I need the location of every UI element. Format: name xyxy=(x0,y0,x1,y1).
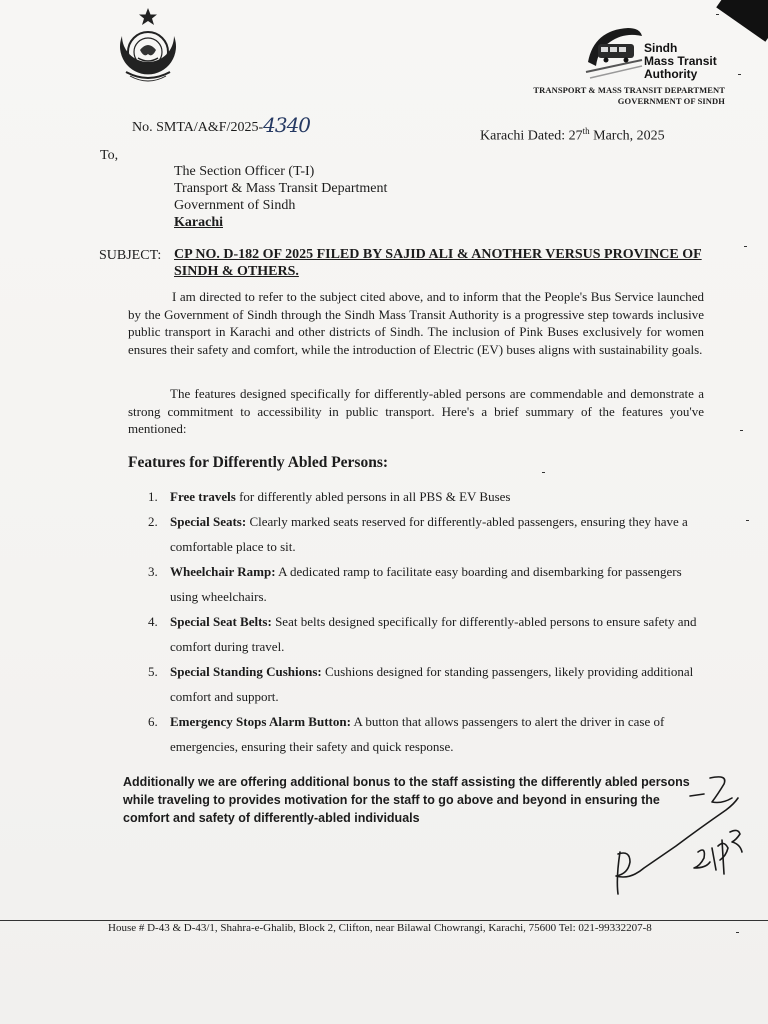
feature-title: Special Standing Cushions: xyxy=(170,664,322,679)
date-rest: March, 2025 xyxy=(589,128,665,144)
body-paragraph-1: I am directed to refer to the subject cited above, and to inform that the People's Bus Service launched by the Government of Sindh through the Sindh Mass Transit Authority is a progressive step towards inclusive public transport in Karachi and other districts of Sindh. The inclusion of Pink Buses exclusively for women ensures their safety and comfort, while the introduction of Electric (EV) buses aligns with sustainability goals. xyxy=(128,289,704,357)
feature-item xyxy=(140,484,712,509)
feature-number: 6. xyxy=(148,714,158,729)
letter-date xyxy=(480,126,665,145)
scan-speck xyxy=(716,14,719,15)
address-line: Government of Sindh xyxy=(174,198,296,213)
address-line: The Section Officer (T-I) xyxy=(174,164,315,179)
authority-name-line: Authority xyxy=(644,67,698,81)
feature-number: 5. xyxy=(148,664,158,679)
smta-bus-logo xyxy=(584,22,644,82)
feature-text: A button that allows passengers to alert the driver in case of emergencies, ensuring their safety and quick response. xyxy=(170,714,665,754)
subject-label: SUBJECT: xyxy=(99,248,162,263)
feature-title: Free travels xyxy=(170,489,236,504)
feature-text: Seat belts designed specifically for differently-abled persons to ensure safety and comfort during travel. xyxy=(170,614,697,654)
government-name: GOVERNMENT OF SINDH xyxy=(617,96,725,106)
feature-item xyxy=(140,559,712,609)
feature-text: A dedicated ramp to facilitate easy boarding and disembarking for passengers using wheelchairs. xyxy=(170,564,682,604)
feature-number: 1. xyxy=(148,489,158,504)
recipient-address xyxy=(174,163,387,231)
scan-speck xyxy=(744,246,747,247)
reference-prefix: No. SMTA/A&F/2025- xyxy=(132,120,264,135)
authority-name xyxy=(644,42,734,81)
features-list xyxy=(140,484,712,759)
address-city: Karachi xyxy=(174,215,223,230)
feature-text: Cushions designed for standing passengers, likely providing additional comfort and support. xyxy=(170,664,694,704)
feature-title: Special Seats: xyxy=(170,514,247,529)
feature-text: for differently abled persons in all PBS & EV Buses xyxy=(235,489,511,504)
reference-number xyxy=(132,112,310,136)
government-seal-logo xyxy=(112,6,184,88)
body-paragraph-2: The features designed specifically for differently-abled persons are commendable and demonstrate a strong commitment to accessibility in public transport. Here's a brief summary of the features you've mentioned: xyxy=(128,386,704,436)
scan-speck xyxy=(736,932,739,933)
feature-item xyxy=(140,709,712,759)
feature-number: 2. xyxy=(148,514,158,529)
feature-number: 4. xyxy=(148,614,158,629)
handwritten-signature xyxy=(600,770,760,910)
scan-speck xyxy=(738,74,741,75)
scan-speck xyxy=(542,472,545,473)
feature-item xyxy=(140,659,712,709)
scan-speck xyxy=(740,430,743,431)
feature-title: Wheelchair Ramp: xyxy=(170,564,276,579)
authority-name-line: Sindh xyxy=(644,41,678,55)
feature-title: Special Seat Belts: xyxy=(170,614,272,629)
subject-text: CP NO. D-182 OF 2025 FILED BY SAJID ALI & ANOTHER VERSUS PROVINCE OF SINDH & OTHERS. xyxy=(174,247,702,279)
feature-item xyxy=(140,509,712,559)
feature-text: Clearly marked seats reserved for differently-abled passengers, ensuring they have a comfortable place to sit. xyxy=(170,514,688,554)
department-name: TRANSPORT & MASS TRANSIT DEPARTMENT xyxy=(533,85,725,95)
authority-name-line: Mass Transit xyxy=(644,54,717,68)
features-heading: Features for Differently Abled Persons: xyxy=(128,454,389,471)
address-line: Transport & Mass Transit Department xyxy=(174,181,388,196)
date-ordinal: th xyxy=(582,126,590,136)
feature-item xyxy=(140,609,712,659)
feature-title: Emergency Stops Alarm Button: xyxy=(170,714,351,729)
scan-speck xyxy=(746,520,749,521)
footer-divider xyxy=(0,920,768,921)
date-prefix: Karachi Dated: 27 xyxy=(480,128,583,144)
closing-paragraph: Additionally we are offering additional bonus to the staff assisting the differently abled persons while traveling to provides motivation for the staff to go above and beyond in ensuring the comfort and safety of differently-abled individuals xyxy=(123,775,690,825)
footer-address: House # D-43 & D-43/1, Shahra-e-Ghalib, Block 2, Clifton, near Bilawal Chowrangi, Karachi, 75600 Tel: 021-99332207-8 xyxy=(108,922,652,934)
reference-handwritten-number: 4340 xyxy=(263,113,311,137)
department-heading xyxy=(505,85,725,107)
scan-corner-shadow xyxy=(716,0,768,42)
to-label: To, xyxy=(100,148,119,163)
feature-number: 3. xyxy=(148,564,158,579)
